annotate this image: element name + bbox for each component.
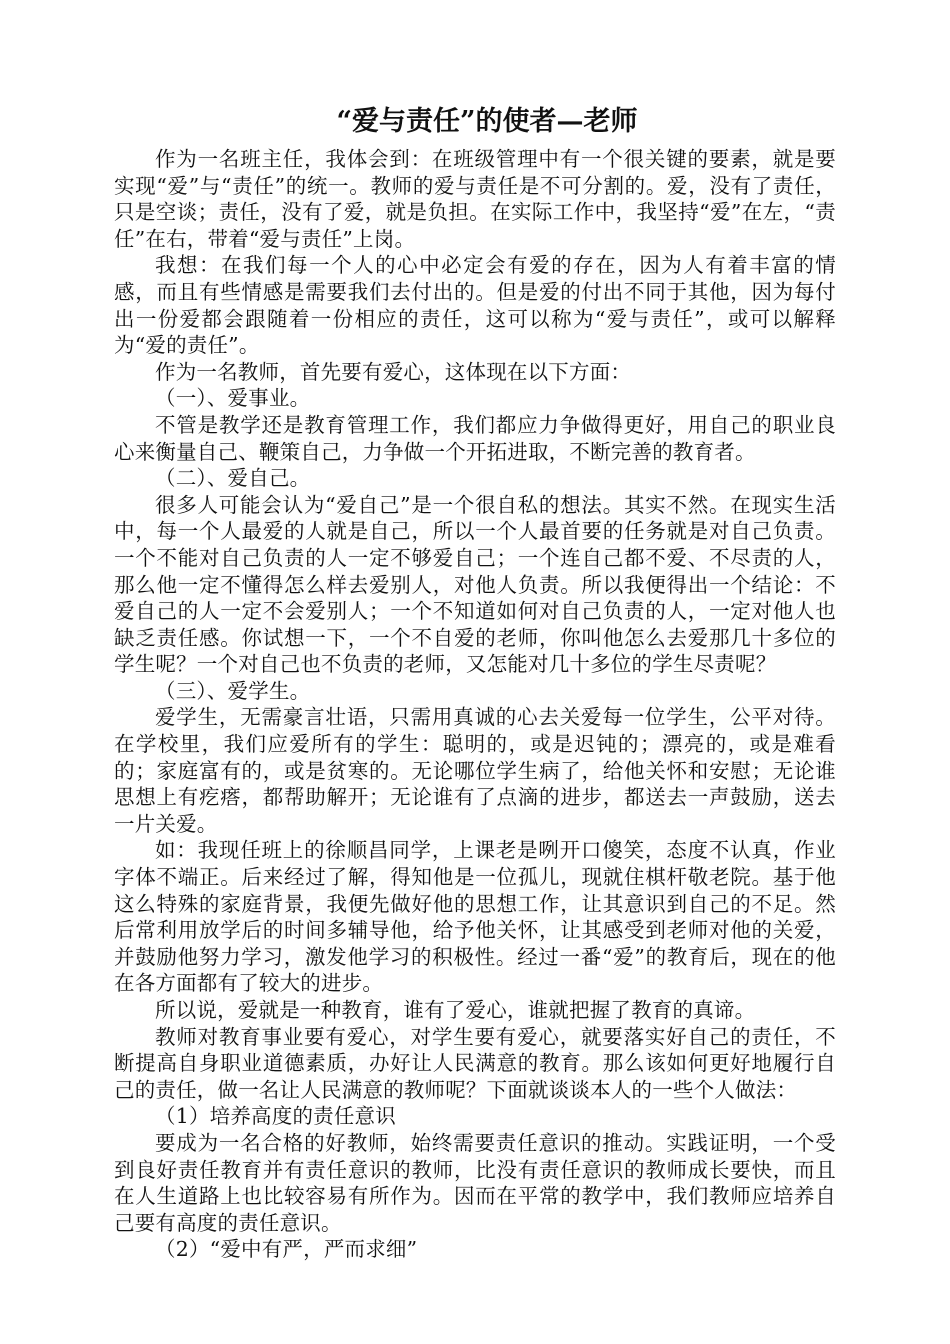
- heading-strict-love: （2）“爱中有严，严而求细”: [155, 1237, 418, 1262]
- paragraph-love-self: 很多人可能会认为“爱自己”是一个很自私的想法。其实不然。在现实生活中，每一个人最爱的人就是自己，所以一个人最首要的任务就是对自己负责。一个不能对自己负责的人一定不够爱自己；一个连自己都不爱、不尽责的人，那么他一定不懂得怎么样去爱别人，对他人负责。所以我便得出一个结论：不爱自己的人一定不会爱别人；一个不知道如何对自己负责的人，一定对他人也缺乏责任感。你试想一下，一个不自爱的老师，你叫他怎么去爱那几十多位的学生呢？一个对自己也不负责的老师，又怎能对几十多位的学生尽责呢？: [114, 492, 836, 677]
- heading-responsibility-awareness: （1）培养高度的责任意识: [155, 1104, 396, 1129]
- paragraph-love-career: 不管是教学还是教育管理工作，我们都应力争做得更好，用自己的职业良心来衡量自己、鞭策自己，力争做一个开拓进取，不断完善的教育者。: [114, 412, 836, 464]
- heading-love-career: （一）、爱事业。: [155, 386, 311, 411]
- paragraph-responsibility: 教师对教育事业要有爱心，对学生要有爱心，就要落实好自己的责任，不断提高自身职业道德素质，办好让人民满意的教育。那么该如何更好地履行自己的责任，做一名让人民满意的教师呢？下面就谈谈本人的一些个人做法：: [114, 1024, 836, 1102]
- paragraph-thought: 我想：在我们每一个人的心中必定会有爱的存在，因为人有着丰富的情感，而且有些情感是需要我们去付出的。但是爱的付出不同于其他，因为每付出一份爱都会跟随着一份相应的责任，这可以称为“爱与责任”，或可以解释为“爱的责任”。: [114, 253, 836, 358]
- document-page: [114, 102, 836, 1263]
- heading-love-students: （三）、爱学生。: [155, 678, 311, 703]
- paragraph-conclusion: 所以说，爱就是一种教育，谁有了爱心，谁就把握了教育的真谛。: [155, 998, 756, 1022]
- paragraph-example: 如：我现任班上的徐顺昌同学，上课老是咧开口傻笑，态度不认真，作业字体不端正。后来经过了解，得知他是一位孤儿，现就住棋杆敬老院。基于他这么特殊的家庭背景，我便先做好他的思想工作，让其意识到自己的不足。然后常利用放学后的时间多辅导他，给予他关怀，让其感受到老师对他的关爱，并鼓励他努力学习，激发他学习的积极性。经过一番“爱”的教育后，现在的他在各方面都有了较大的进步。: [114, 838, 836, 996]
- paragraph-intro: 作为一名班主任，我体会到：在班级管理中有一个很关键的要素，就是要实现“爱”与“责任”的统一。教师的爱与责任是不可分割的。爱，没有了责任，只是空谈；责任，没有了爱，就是负担。在实际工作中，我坚持“爱”在左，“责任”在右，带着“爱与责任”上岗。: [114, 147, 836, 251]
- document-title: “爱与责任”的使者—老师: [336, 106, 638, 137]
- heading-love-self: （二）、爱自己。: [155, 466, 311, 491]
- paragraph-responsibility-awareness: 要成为一名合格的好教师，始终需要责任意识的推动。实践证明，一个受到良好责任教育并有责任意识的教师，比没有责任意识的教师成长要快，而且在人生道路上也比较容易有所作为。因而在平常的教学中，我们教师应培养自己要有高度的责任意识。: [114, 1130, 836, 1235]
- paragraph-love-students: 爱学生，无需豪言壮语，只需用真诚的心去关爱每一位学生，公平对待。在学校里，我们应爱所有的学生：聪明的，或是迟钝的；漂亮的，或是难看的；家庭富有的，或是贫寒的。无论哪位学生病了，给他关怀和安慰；无论谁思想上有疙瘩，都帮助解开；无论谁有了点滴的进步，都送去一声鼓励，送去一片关爱。: [114, 705, 836, 836]
- paragraph-aspects-intro: 作为一名教师，首先要有爱心，这体现在以下方面：: [155, 359, 632, 384]
